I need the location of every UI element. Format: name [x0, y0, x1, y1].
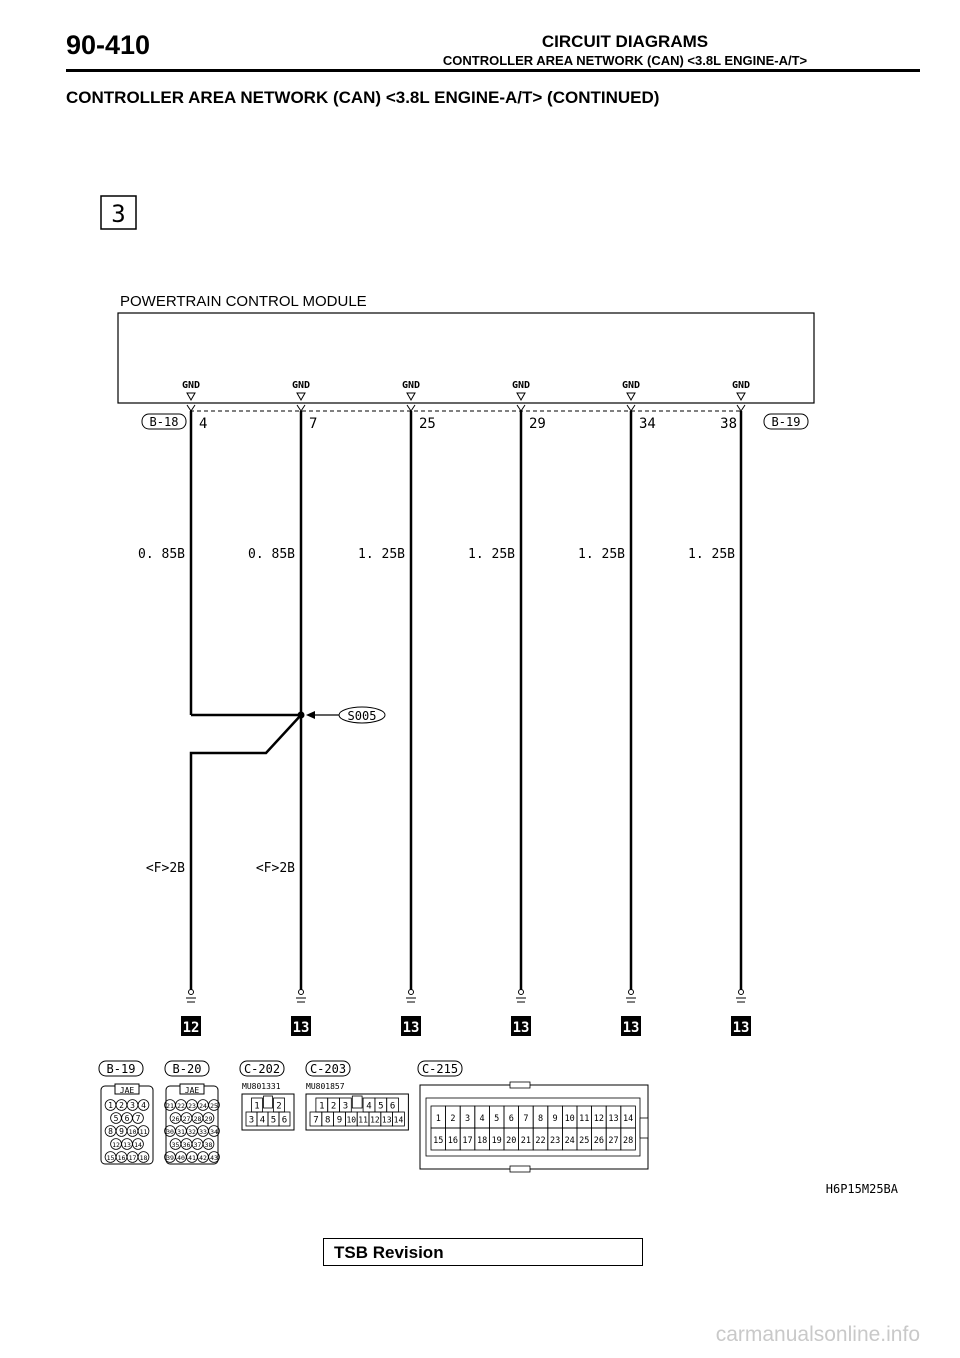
tsb-revision-label: TSB Revision — [334, 1243, 444, 1262]
pin-label: 14 — [134, 1141, 142, 1149]
pin-label: 4 — [141, 1101, 146, 1110]
pin-label: 16 — [447, 1136, 459, 1146]
pin-label: 3 — [464, 1114, 471, 1124]
pin-label: 18 — [139, 1154, 148, 1162]
terminal-fork — [187, 405, 195, 411]
pin-label: 7 — [313, 1115, 319, 1126]
wire-spec: 1. 25B — [468, 547, 515, 562]
pin-label: 15 — [433, 1136, 444, 1146]
connector-shell — [420, 1085, 648, 1169]
pin-label: 2 — [450, 1114, 456, 1124]
splice-arrowhead — [306, 711, 315, 719]
gnd-triangle — [627, 393, 635, 400]
ground-terminal — [409, 990, 414, 995]
gnd-label: GND — [291, 380, 311, 391]
ground-ref: 12 — [182, 1020, 200, 1036]
pin-label: 42 — [199, 1154, 207, 1162]
pin-label: 21 — [520, 1136, 532, 1146]
splice-wire-lower — [191, 715, 301, 990]
pin-label: 27 — [608, 1136, 619, 1146]
pin-label: 3 — [130, 1101, 135, 1110]
pin-label: 1 — [254, 1101, 260, 1112]
connector-left-label: B-18 — [149, 415, 179, 429]
pin-label: 39 — [166, 1154, 174, 1162]
pin-label: 17 — [462, 1136, 473, 1146]
pin-label: 24 — [564, 1136, 575, 1146]
pin-label: 6 — [124, 1114, 130, 1123]
gnd-label: GND — [621, 380, 641, 391]
ground-ref: 13 — [402, 1020, 420, 1036]
pin-label: 20 — [506, 1136, 517, 1146]
wire-spec-lower: <F>2B — [255, 861, 295, 876]
pin-label: 5 — [494, 1114, 500, 1124]
pin-label: 25 — [210, 1102, 218, 1110]
wire-spec: 0. 85B — [138, 547, 185, 562]
ground-terminal — [299, 990, 304, 995]
pin-label: 12 — [593, 1114, 605, 1124]
pin-label: 37 — [193, 1141, 202, 1149]
module-label: POWERTRAIN CONTROL MODULE — [120, 293, 367, 310]
pin-label: 2 — [330, 1101, 337, 1112]
pin-label: 4 — [479, 1114, 485, 1124]
pin-label: 16 — [117, 1154, 126, 1162]
pin-label: 29 — [204, 1115, 213, 1123]
pin-label: 8 — [324, 1115, 331, 1126]
empty-cavity — [264, 1096, 273, 1108]
watermark: carmanualsonline.info — [715, 1323, 920, 1346]
pin-label: 4 — [366, 1101, 372, 1112]
pin-label: 19 — [491, 1136, 502, 1146]
pin-label: 13 — [123, 1141, 131, 1149]
ground-terminal — [189, 990, 194, 995]
pin-number: 38 — [720, 416, 737, 432]
module-box — [118, 313, 814, 403]
connector-id: B-20 — [172, 1062, 202, 1076]
connector-face — [166, 1086, 218, 1164]
pin-label: 14 — [393, 1115, 404, 1125]
figure-code: H6P15M25BA — [825, 1182, 898, 1196]
pin-number: 7 — [309, 416, 318, 432]
connector-type: JAE — [119, 1086, 135, 1095]
pin-label: 23 — [549, 1136, 561, 1146]
splice-dot — [298, 712, 305, 719]
connector-id: B-19 — [106, 1062, 136, 1076]
category-subtitle: CONTROLLER AREA NETWORK (CAN) <3.8L ENGINE-A/T> — [442, 53, 808, 68]
pin-number: 25 — [419, 416, 436, 432]
pin-label: 9 — [336, 1115, 343, 1126]
pin-number: 34 — [639, 416, 656, 432]
pin-label: 22 — [177, 1102, 185, 1110]
ground-terminal — [629, 990, 634, 995]
pin-label: 9 — [119, 1127, 124, 1136]
pin-label: 26 — [593, 1136, 605, 1146]
connector-latch — [510, 1166, 530, 1172]
pin-label: 7 — [523, 1114, 529, 1124]
splice-label: S005 — [347, 709, 377, 723]
pin-label: 43 — [210, 1154, 218, 1162]
pin-label: 17 — [128, 1154, 137, 1162]
pin-label: 10 — [128, 1128, 137, 1136]
ground-ref: 13 — [292, 1020, 310, 1036]
pin-label: 18 — [476, 1136, 488, 1146]
pin-number: 4 — [199, 416, 208, 432]
pin-label: 13 — [381, 1115, 392, 1125]
connector-part-number: MU801331 — [242, 1082, 281, 1091]
pin-label: 3 — [342, 1101, 349, 1112]
connector-key — [640, 1118, 648, 1138]
pin-label: 13 — [608, 1114, 619, 1124]
connector-face — [101, 1086, 153, 1164]
pin-label: 14 — [622, 1114, 634, 1124]
connector-type: JAE — [184, 1086, 200, 1095]
pin-label: 32 — [188, 1128, 196, 1136]
wire-spec: 0. 85B — [248, 547, 295, 562]
pin-label: 31 — [177, 1128, 185, 1136]
gnd-triangle — [297, 393, 305, 400]
gnd-triangle — [407, 393, 415, 400]
ground-ref: 13 — [512, 1020, 530, 1036]
gnd-triangle — [517, 393, 525, 400]
pin-label: 6 — [281, 1115, 288, 1126]
connector-id: C-215 — [421, 1062, 459, 1076]
pin-label: 2 — [119, 1101, 124, 1110]
wire-spec: 1. 25B — [688, 547, 735, 562]
pin-label: 27 — [182, 1115, 191, 1123]
pin-label: 6 — [508, 1114, 514, 1124]
sheet-marker: 3 — [111, 200, 126, 228]
pin-label: 5 — [270, 1115, 277, 1126]
empty-cavity — [352, 1096, 362, 1108]
pin-label: 8 — [537, 1114, 544, 1124]
pin-label: 26 — [171, 1115, 180, 1123]
pin-label: 11 — [139, 1128, 148, 1136]
pin-label: 36 — [182, 1141, 191, 1149]
terminal-fork — [407, 405, 415, 411]
terminal-fork — [627, 405, 635, 411]
gnd-label: GND — [401, 380, 421, 391]
pin-label: 12 — [370, 1115, 380, 1125]
ground-terminal — [739, 990, 744, 995]
pin-label: 30 — [166, 1128, 174, 1136]
pin-label: 40 — [177, 1154, 185, 1162]
gnd-triangle — [187, 393, 195, 400]
connector-id: C-202 — [243, 1062, 281, 1076]
pin-label: 41 — [188, 1154, 196, 1162]
pin-label: 28 — [622, 1136, 634, 1146]
pin-label: 10 — [564, 1114, 575, 1124]
connector-part-number: MU801857 — [306, 1082, 345, 1091]
pin-label: 24 — [199, 1102, 207, 1110]
pin-label: 7 — [135, 1114, 141, 1123]
gnd-label: GND — [511, 380, 531, 391]
pin-label: 2 — [276, 1101, 282, 1112]
tsb-revision-box — [323, 1238, 643, 1266]
gnd-triangle — [737, 393, 745, 400]
ground-ref: 13 — [622, 1020, 640, 1036]
page-number: 90-410 — [66, 30, 151, 60]
pin-label: 6 — [389, 1101, 396, 1112]
connector-right-label: B-19 — [771, 415, 801, 429]
pin-label: 9 — [552, 1114, 558, 1124]
pin-label: 15 — [106, 1154, 115, 1162]
connector-id: C-203 — [309, 1062, 347, 1076]
wire-spec: 1. 25B — [578, 547, 625, 562]
pin-label: 1 — [319, 1101, 325, 1112]
terminal-fork — [297, 405, 305, 411]
pin-label: 10 — [346, 1115, 357, 1125]
pin-label: 22 — [535, 1136, 546, 1146]
terminal-fork — [517, 405, 525, 411]
terminal-fork — [737, 405, 745, 411]
pin-label: 1 — [435, 1114, 441, 1124]
wire-spec-lower: <F>2B — [145, 861, 185, 876]
category-title: CIRCUIT DIAGRAMS — [541, 32, 709, 51]
pin-label: 23 — [188, 1102, 196, 1110]
pin-label: 3 — [248, 1115, 255, 1126]
pin-label: 28 — [193, 1115, 202, 1123]
ground-terminal — [519, 990, 524, 995]
pin-label: 25 — [579, 1136, 590, 1146]
wire-spec: 1. 25B — [358, 547, 405, 562]
pin-label: 38 — [204, 1141, 213, 1149]
connector-latch — [510, 1082, 530, 1088]
pin-label: 33 — [199, 1128, 207, 1136]
pin-number: 29 — [529, 416, 546, 432]
pin-label: 21 — [166, 1102, 174, 1110]
pin-label: 1 — [108, 1101, 113, 1110]
pin-label: 8 — [108, 1127, 113, 1136]
pin-label: 5 — [378, 1101, 384, 1112]
pin-label: 12 — [112, 1141, 120, 1149]
pin-label: 35 — [171, 1141, 180, 1149]
gnd-label: GND — [731, 380, 751, 391]
pin-label: 4 — [259, 1115, 266, 1126]
pin-label: 11 — [358, 1115, 368, 1125]
section-title: CONTROLLER AREA NETWORK (CAN) <3.8L ENGINE-A/T> (CONTINUED) — [66, 88, 660, 107]
pin-label: 5 — [113, 1114, 119, 1123]
ground-ref: 13 — [732, 1020, 750, 1036]
pin-label: 11 — [579, 1114, 590, 1124]
gnd-label: GND — [181, 380, 201, 391]
pin-label: 34 — [210, 1128, 218, 1136]
